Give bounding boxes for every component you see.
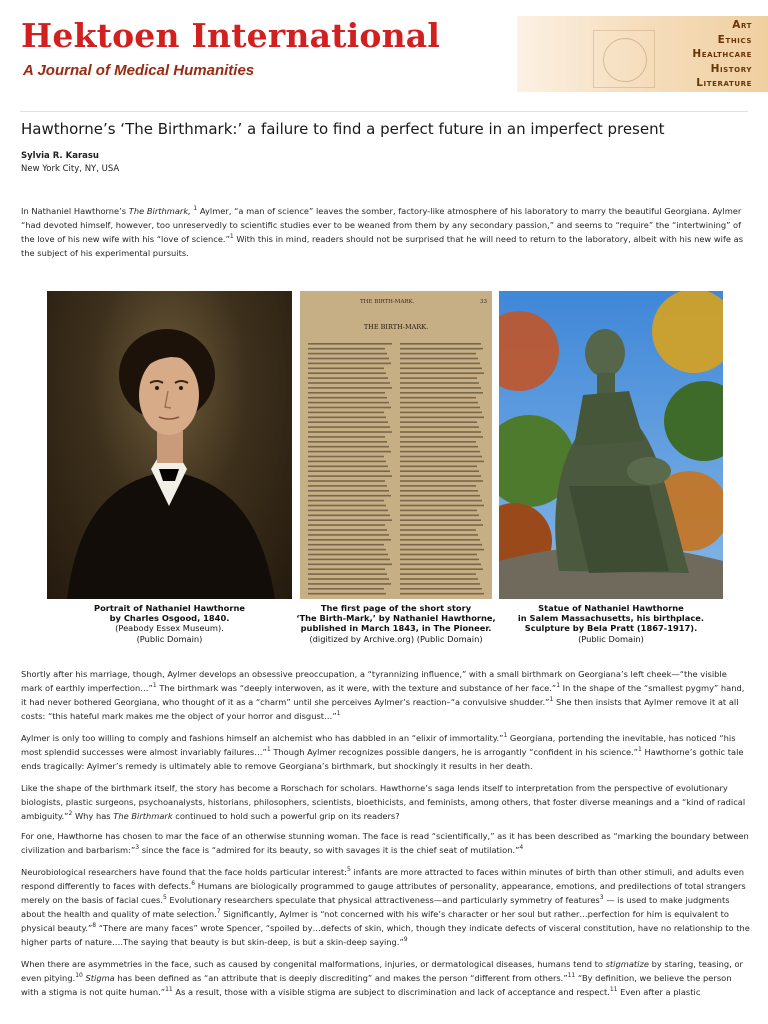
caption-statue [496,603,726,644]
page-text-line [308,461,386,463]
topic-literature[interactable]: Literature [696,77,752,89]
caption-first-page-line: published in March 1843, in The Pioneer. [300,623,492,634]
page-text-line [400,382,479,384]
topic-history[interactable]: History [710,62,752,75]
page-text-line [400,372,484,374]
paragraph-stigma: When there are asymmetries in the face, such as caused by congenital malformations, injuries, or dermatological diseases, humans tend to stigmatize by staring, teasing, or even pitying.$^{10}$ Stigma has been defined as “an attribute that is deeply discrediting” and makes the person “different from others.”$^{11}$ “By definition, we believe the person with a stigma is not quite human.”$^{11}$ As a result, those with a visible stigma are subject to discrimination and lack of acceptance and respect.$^{11}$ Even after a plastic [21,959,743,997]
page-text-line [400,544,482,546]
topic-ethics[interactable]: Ethics [717,33,752,46]
page-text-line [400,363,480,365]
vitruvian-circle-icon [603,38,647,82]
caption-statue-line: in Salem Massachusetts, his birthplace. [517,613,705,624]
page-text-line [400,446,478,448]
page-text-line [400,377,477,379]
page-text-line [400,441,476,443]
page-text-line [400,402,478,404]
page-text-line [308,363,391,365]
page-text-line [308,524,385,526]
page-text-line [308,490,389,492]
page-text-line [308,510,388,512]
page-text-line [400,500,482,502]
page-text-line [308,549,386,551]
page-text-line [400,397,476,399]
page-text-line [308,495,391,497]
page-text-line [400,485,476,487]
page-text-line [400,421,477,423]
page-text-line [400,573,476,575]
paragraph-rorschach: Like the shape of the birthmark itself, the story has become a Rorschach for scholars. Hawthorne’s saga lends itself to interpretation from the perspective of evolutionary biologists, plastic surgeons, psychoanalysts, historians, philosophers, scientists, bioethicists, and feminists, among others, that foster diverse meanings and a “kind of radical ambiguity.”$^2$ Why has The Birthmark continued to hold such a powerful grip on its readers? [21,783,746,821]
caption-first-page-line: The first page of the short story [320,603,472,613]
hawthorne-statue-image[interactable] [499,291,723,599]
page-text-line [400,505,484,507]
page-text-line [308,397,387,399]
page-text-line [308,505,386,507]
site-title[interactable]: Hektoen International [21,16,441,55]
page-text-line [308,485,387,487]
page-text-line [308,500,384,502]
caption-first-page-line: (digitized by Archive.org) (Public Domain) [309,633,483,644]
page-text-line [308,588,384,590]
topic-art[interactable]: Art [732,19,752,31]
page-text-line [308,372,386,374]
page-text-line [308,392,385,394]
page-text-line [308,583,391,585]
page-text-line [400,519,481,521]
paragraph-alchemist: Aylmer is only too willing to comply and fashions himself an alchemist who has dabbled in an “elixir of immortality.”$^1$ Georgiana, portending the inevitable, has noticed “his most splendid successes were almost invariably failures…”$^1$ Though Aylmer recognizes possible dangers, he is arrogantly “confident in his science.”$^1$ Hawthorne’s gothic tale ends tragically: Aylmer’s remedy is ultimately able to remove Georgiana’s birthmark, but shockingly it results in her death. [21,732,744,771]
page-text-line [308,515,390,517]
page-text-line [400,392,483,394]
page-text-line [400,534,478,536]
page-text-line [400,426,479,428]
caption-statue-line: Sculpture by Bela Pratt (1867-1917). [524,623,698,634]
caption-first-page [296,603,496,644]
page-number: 33 [480,299,487,305]
page-text-line [308,407,391,409]
paragraph-intro: In Nathaniel Hawthorne’s The Birthmark, $^1$ Aylmer, “a man of science” leaves the somber, factory-like atmosphere of his laboratory to marry the beautiful Georgiana. Aylmer “had devoted himself, however, too unreservedly to scientific studies ever to be weaned from them by any secondary passion,” and seems to “require” the “intertwining” of the love of his new wife with his “love of science.”$^1$ With this in mind, readers should not be surprised that he will need to return to the laboratory, albeit with his new wife as the subject of his experimental pursuits. [21,205,744,258]
page-text-line [308,417,386,419]
page-text-line [400,480,483,482]
page-text-line [400,510,477,512]
page-text-line [400,593,484,595]
page-text-line [400,348,483,350]
page-text-line [308,377,388,379]
topics-nav [692,18,752,91]
birthmark-first-page-image[interactable] [300,291,492,599]
story-heading: THE BIRTH-MARK. [363,323,429,331]
page-text-line [400,358,478,360]
page-text-line [400,456,482,458]
page-text-line [400,568,483,570]
page-text-line [308,426,390,428]
page-text-line [308,578,389,580]
page-text-line [400,470,479,472]
caption-portrait-line: Portrait of Nathaniel Hawthorne [94,603,245,613]
site-subtitle: A Journal of Medical Humanities [23,62,255,79]
page-text-line [308,554,388,556]
page-text-line [400,387,481,389]
page-text-line [308,353,387,355]
hawthorne-portrait-image[interactable] [47,291,292,599]
page-text-line [308,529,387,531]
page-text-line [400,564,481,566]
page-text-line [308,568,385,570]
author-name: Sylvia R. Karasu [21,151,99,161]
page-text-line [400,475,481,477]
page-text-line [308,402,389,404]
page-text-line [308,387,392,389]
page-text-line [400,588,482,590]
page-text-line [308,544,384,546]
page-text-line [400,451,480,453]
page-text-line [308,475,392,477]
page-text-line [400,417,484,419]
author-location: New York City, NY, USA [21,164,120,174]
page-text-line [400,583,480,585]
page-text-line [308,368,384,370]
page-text-line [308,534,389,536]
page-text-line [308,559,390,561]
caption-portrait-line: (Public Domain) [136,633,203,644]
page-text-line [308,431,392,433]
page-text-line [400,466,477,468]
page-text-line [400,436,483,438]
caption-portrait-line: (Peabody Essex Museum). [115,623,224,634]
page-text-line [308,480,385,482]
topic-healthcare[interactable]: Healthcare [692,48,752,60]
caption-portrait [47,603,292,644]
page-text-line [400,490,478,492]
topics-panel [517,16,768,92]
page-text-line [400,368,482,370]
page-text-line [400,407,480,409]
page-text-line [308,519,392,521]
page-text-line [308,436,385,438]
page-text-line [400,549,484,551]
page-text-line [308,382,390,384]
page-text-line [400,412,482,414]
page-text-line [308,539,391,541]
header-divider [20,111,748,112]
page-text-line [400,495,480,497]
page-text-line [400,559,479,561]
page-text-line [308,348,385,350]
page-text-line [400,461,484,463]
page-text-line [308,573,387,575]
caption-statue-line: Statue of Nathaniel Hawthorne [538,603,684,613]
article-title: Hawthorne’s ‘The Birthmark:’ a failure to find a perfect future in an imperfect present [21,120,665,138]
caption-portrait-line: by Charles Osgood, 1840. [109,613,230,624]
page-text-line [308,456,384,458]
paragraph-neurobiology: Neurobiological researchers have found that the face holds particular interest:$^5$ infants are more attracted to faces within minutes of birth than other stimuli, and adults even respond differently to faces with defects.$^6$ Humans are biologically programmed to gauge attributes of personality, appearance, emotions, and predilections of total strangers merely on the basis of facial cues.$^5$ Evolutionary researchers speculate that physical attractiveness—and particularly symmetry of features$^3$ — is used to make judgments about the health and quality of mate selection.$^7$ Significantly, Aylmer is “not concerned with his wife’s character or her soul but rather…perfection for him is equivalent to physical beauty.”$^8$ “There are many faces” wrote Spencer, “spoiled by…defects of skin, which, though they indicate defects of visceral constitution, have no relationship to the higher parts of nature….The saying that beauty is but skin-deep, is but a skin-deep saying.”$^9$ [21,866,750,947]
page-text-line [400,343,481,345]
caption-first-page-line: ‘The Birth-Mark,’ by Nathaniel Hawthorne, [296,613,496,624]
page-text-line [400,539,480,541]
page-text-line [308,441,387,443]
page-text-line [400,515,479,517]
page-text-line [308,466,388,468]
page-text-line [308,412,384,414]
page-text-line [308,358,389,360]
paragraph-obsession: Shortly after his marriage, though, Aylmer develops an obsessive preoccupation, a “tyrannizing influence,” with a small birthmark on Georgiana’s left cheek—“the visible mark of earthly imperfection…”$^1$ The birthmark was “deeply interwoven, as it were, with the texture and substance of her face.”$^1$ In the shape of the “smallest pygmy” hand, it had never bothered Georgiana, who thought of it as a “charm” until she perceives Aylmer’s reaction–“a convulsive shudder.”$^1$ She then insists that Aylmer remove it at all costs: “this hateful mark makes me the object of your horror and disgust…”$^1$ [21,669,745,721]
page-text-line [400,554,477,556]
page-text-line [308,564,392,566]
page-text-line [308,451,391,453]
page-text-line [308,470,390,472]
page-text-line [308,343,392,345]
page-running-header: THE BIRTH-MARK. [360,299,415,305]
site-header [0,0,768,96]
page-text-line [400,529,476,531]
page-text-line [308,593,386,595]
paragraph-face: For one, Hawthorne has chosen to mar the face of an otherwise stunning woman. The face is read “scientifically,” as it has been described as “marking the boundary between civilization and barbarism:”$^3$ since the face is “admired for its beauty, so with savages it is the chief seat of mutilation.”$^4$ [21,831,749,855]
page-text-line [400,431,481,433]
page-text-line [400,578,478,580]
page-text-line [400,353,476,355]
page-text-line [400,524,483,526]
page-text-line [308,421,388,423]
page-text-line [308,446,389,448]
caption-statue-line: (Public Domain) [578,633,644,644]
